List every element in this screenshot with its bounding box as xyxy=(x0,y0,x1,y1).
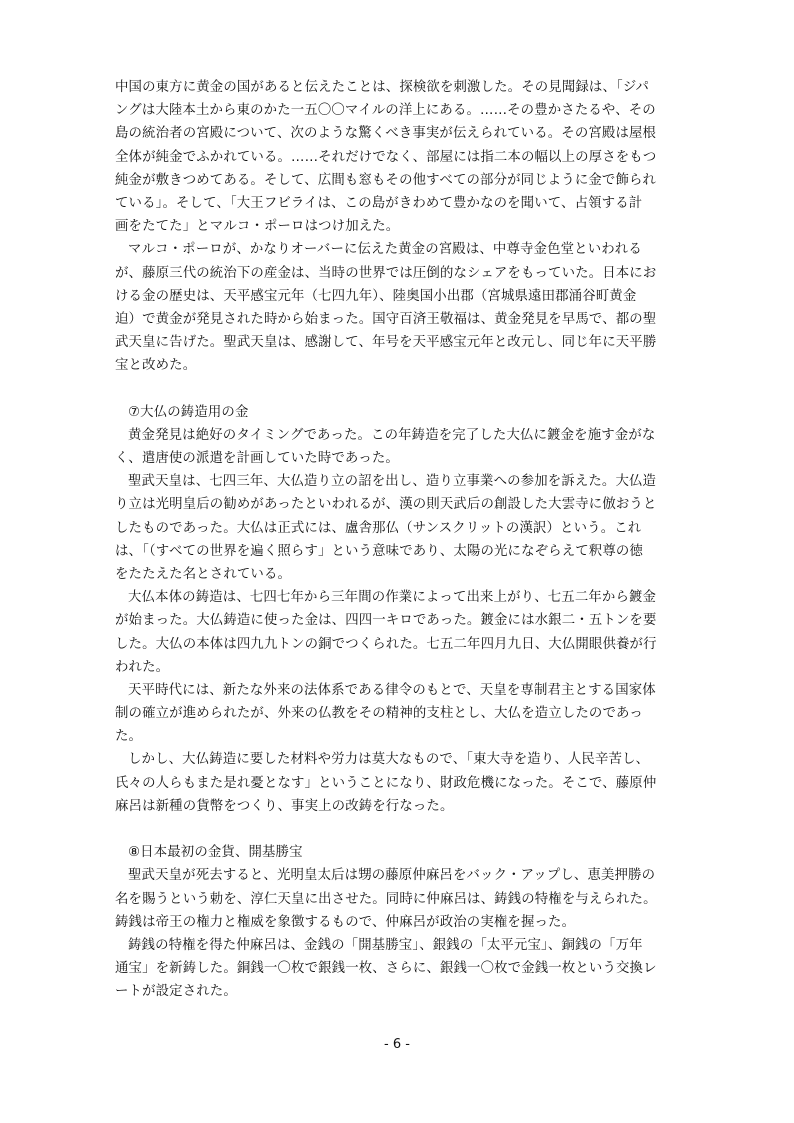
text-line: 通宝」を新鋳した。銅銭一〇枚で銀銭一枚、さらに、銀銭一〇枚で金銭一枚という交換レ xyxy=(115,961,657,977)
text-line: 鋳銭は帝王の権力と権威を象徴するもので、仲麻呂が政治の実権を握った。 xyxy=(115,914,576,930)
paragraph-first-line: 大仏本体の鋳造は、七四七年から三年間の作業によって出来上がり、七五二年から鍍金 xyxy=(128,590,657,606)
text-line: 中国の東方に黄金の国があると伝えたことは、探検欲を刺激した。その見聞録は、「ジパ xyxy=(115,80,649,95)
body-text xyxy=(115,76,685,1004)
text-line: 氏々の人らもまた是れ憂となす」ということになり、財政危機になった。そこで、藤原仲 xyxy=(115,775,657,791)
text-line: が始まった。大仏鋳造に使った金は、四四一キロであった。鍍金には水銀二・五トンを要 xyxy=(115,613,657,629)
text-line: 麻呂は新種の貨幣をつくり、事実上の改鋳を行なった。 xyxy=(115,798,454,814)
text-line: した。大仏の本体は四九九トンの銅でつくられた。七五二年四月九日、大仏開眼供養が行 xyxy=(115,636,657,652)
text-line: く、遣唐使の派遣を計画していた時であった。 xyxy=(115,451,399,466)
paragraph-gap xyxy=(115,377,685,400)
section-heading: ⑧日本最初の金貨、開基勝宝 xyxy=(128,845,303,861)
paragraph-first-line: しかし、大仏鋳造に要した材料や労力は莫大なもので、「東大寺を造り、人民辛苦し、 xyxy=(128,752,650,768)
text-line: 宝と改めた。 xyxy=(115,358,197,374)
paragraph-first-line: 聖武天皇が死去すると、光明皇太后は甥の藤原仲麻呂をバック・アップし、恵美押勝の xyxy=(128,868,656,884)
text-line: 迫）で黄金が発見された時から始まった。国守百済王敬福は、黄金発見を早馬で、都の聖 xyxy=(115,311,657,327)
text-line: 島の統治者の宮殿について、次のような驚くべき事実が伝えられている。その宮殿は屋根 xyxy=(115,126,657,142)
text-line: ける金の歴史は、天平感宝元年（七四九年）、陸奥国小出郡（宮城県遠田郡涌谷町黄金 xyxy=(115,288,637,304)
paragraph-first-line: 黄金発見は絶好のタイミングであった。この年鋳造を完了した大仏に鍍金を施す金がな xyxy=(128,427,656,443)
text-line: ートが設定された。 xyxy=(115,984,237,1000)
text-line: 名を賜うという勅を、淳仁天皇に出させた。同時に仲麻呂は、鋳銭の特権を与えられた。 xyxy=(115,891,657,907)
text-line: したものであった。大仏は正式には、盧舎那仏（サンスクリットの漢訳）という。これ xyxy=(115,520,642,536)
paragraph-first-line: 聖武天皇は、七四三年、大仏造り立の詔を出し、造り立事業への参加を訴えた。大仏造 xyxy=(128,474,657,490)
text-line: われた。 xyxy=(115,659,170,675)
text-line: 制の確立が進められたが、外来の仏教をその精神的支柱とし、大仏を造立したのであっ xyxy=(115,706,643,722)
paragraph-first-line: 天平時代には、新たな外来の法体系である律令のもとで、天皇を専制君主とする国家体 xyxy=(128,682,656,698)
paragraph-gap xyxy=(115,818,685,841)
paragraph-first-line: マルコ・ポーロが、かなりオーバーに伝えた黄金の宮殿は、中尊寺金色堂といわれる xyxy=(128,242,642,258)
text-line: ングは大陸本土から東のかた一五〇〇マイルの洋上にある。……その豊かさたるや、その xyxy=(115,103,656,119)
text-line: た。 xyxy=(115,729,143,745)
text-line: り立は光明皇后の勧めがあったといわれるが、漢の則天武后の創設した大雲寺に倣おうと xyxy=(115,497,657,513)
paragraph-first-line: 鋳銭の特権を得た仲麻呂は、金銭の「開基勝宝」、銀銭の「太平元宝」、銅銭の「万年 xyxy=(128,937,643,953)
text-line: 全体が純金でふかれている。……それだけでなく、部屋には指二本の幅以上の厚さをもつ xyxy=(115,149,657,165)
text-line: 武天皇に告げた。聖武天皇は、感謝して、年号を天平感宝元年と改元し、同じ年に天平勝 xyxy=(115,335,657,351)
page-number: - 6 - xyxy=(384,1037,410,1052)
text-line: ている」。そして、「大王フビライは、この島がきわめて豊かなのを聞いて、占領する計 xyxy=(115,195,643,211)
text-line: 画をたてた」とマルコ・ポーロはつけ加えた。 xyxy=(115,219,400,235)
text-line: は、「（すべての世界を遍く照らす」という意味であり、太陽の光になぞらえて釈尊の徳 xyxy=(115,543,643,559)
section-heading: ⑦大仏の鋳造用の金 xyxy=(128,404,249,420)
text-line: が、藤原三代の統治下の産金は、当時の世界では圧倒的なシェアをもっていた。日本にお xyxy=(115,265,657,281)
text-line: 純金が敷きつめてある。そして、広間も窓もその他すべての部分が同じように金で飾られ xyxy=(115,172,657,188)
text-line: をたたえた名とされている。 xyxy=(115,566,292,582)
